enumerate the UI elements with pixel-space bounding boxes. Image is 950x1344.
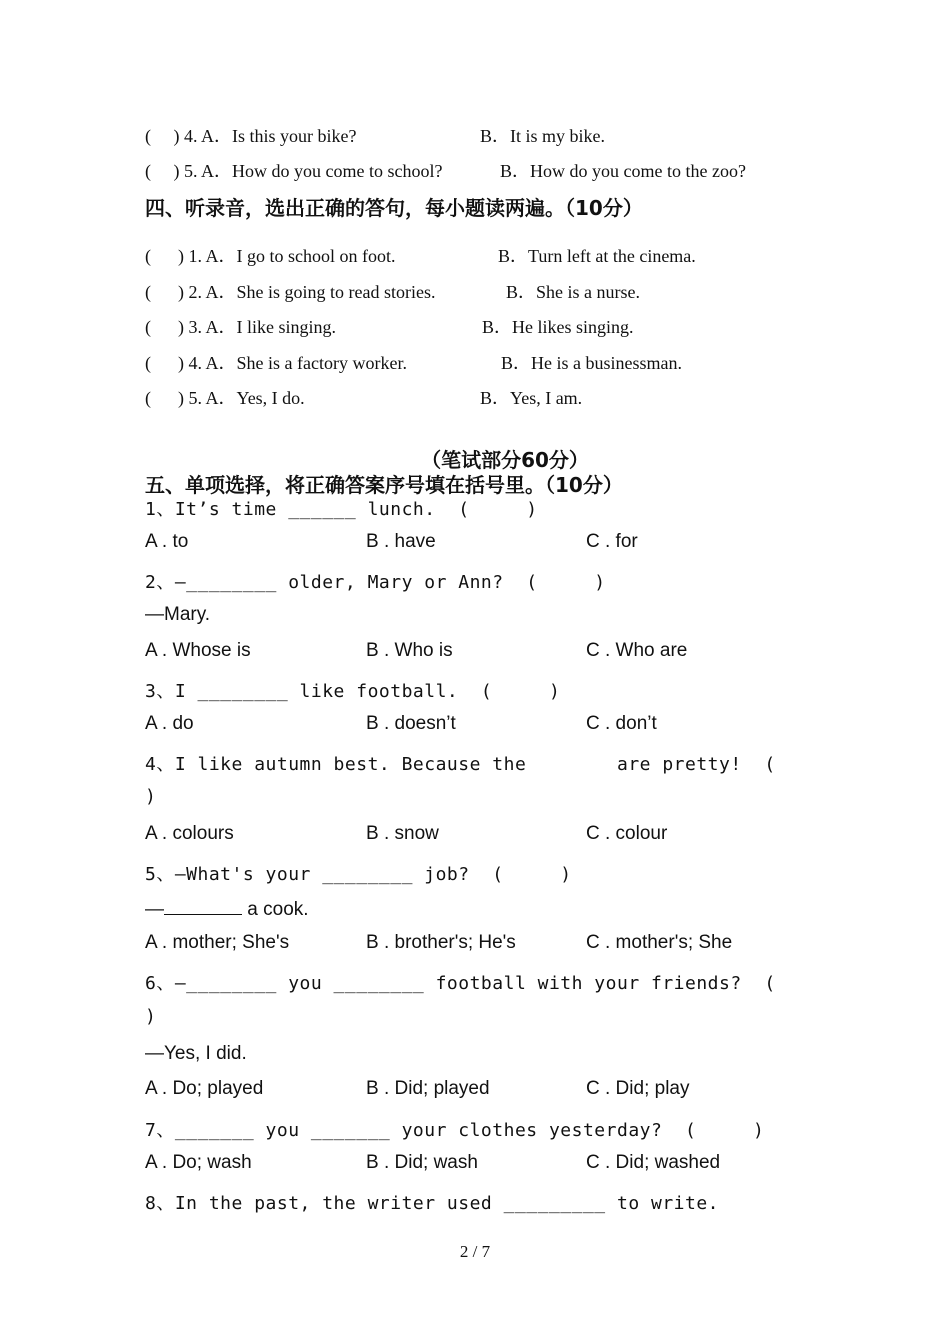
question-stem: 2、—________ older, Mary or Ann? ( ) bbox=[145, 572, 606, 593]
question-stem: 4、I like autumn best. Because the are pretty! ( bbox=[145, 754, 776, 775]
section-heading: 五、单项选择，将正确答案序号填在括号里。（10分） bbox=[145, 473, 623, 497]
option-b: B．She is a nurse. bbox=[506, 282, 640, 302]
item-prefix: ( ) 4. A．Is this your bike? bbox=[145, 126, 357, 146]
option-b: B．Yes, I am. bbox=[480, 388, 583, 408]
item-prefix: ( ) 2. A．She is going to read stories. bbox=[145, 282, 436, 302]
option-b: B . have bbox=[366, 531, 436, 552]
answer-reply: —Mary. bbox=[145, 604, 211, 625]
question-stem: 5、—What's your ________ job? ( ) bbox=[145, 864, 572, 885]
options-row bbox=[145, 713, 845, 739]
option-b: B . Did; played bbox=[366, 1078, 490, 1099]
option-a: A . to bbox=[145, 531, 189, 552]
option-a: A . Do; wash bbox=[145, 1152, 252, 1173]
option-a: A . colours bbox=[145, 823, 234, 844]
option-b: B．He likes singing. bbox=[482, 317, 634, 337]
answer-blank bbox=[164, 896, 242, 915]
option-b: B . brother's; He's bbox=[366, 932, 516, 953]
question-stem-continued: ) bbox=[145, 1006, 157, 1027]
answer-reply bbox=[145, 896, 309, 921]
option-c: C . mother's; She bbox=[586, 932, 733, 953]
option-c: C . colour bbox=[586, 823, 668, 844]
question-stem: 7、_______ you _______ your clothes yesterday? ( ) bbox=[145, 1120, 765, 1141]
option-c: C . don’t bbox=[586, 713, 657, 734]
option-b: B . Did; wash bbox=[366, 1152, 478, 1173]
option-c: C . Did; play bbox=[586, 1078, 690, 1099]
question-stem: 3、I ________ like football. ( ) bbox=[145, 681, 561, 702]
option-a: A . Do; played bbox=[145, 1078, 264, 1099]
option-b: B．It is my bike. bbox=[480, 126, 605, 146]
option-c: C . for bbox=[586, 531, 638, 552]
written-part-title: （笔试部分60分） bbox=[421, 448, 589, 472]
option-b: B . Who is bbox=[366, 640, 453, 661]
option-a: A . Whose is bbox=[145, 640, 251, 661]
option-b: B . snow bbox=[366, 823, 439, 844]
option-b: B．He is a businessman. bbox=[501, 353, 682, 373]
page-number: 2 / 7 bbox=[459, 1242, 491, 1261]
item-prefix: ( ) 1. A．I go to school on foot. bbox=[145, 246, 396, 266]
reply-dash: — bbox=[145, 899, 164, 920]
question-stem: 6、—________ you ________ football with your friends? ( bbox=[145, 973, 776, 994]
reply-text: a cook. bbox=[242, 899, 309, 920]
option-b: B．How do you come to the zoo? bbox=[500, 161, 746, 181]
options-row bbox=[145, 932, 845, 958]
item-prefix: ( ) 4. A．She is a factory worker. bbox=[145, 353, 407, 373]
item-prefix: ( ) 5. A．Yes, I do. bbox=[145, 388, 305, 408]
section-heading: 四、听录音，选出正确的答句，每小题读两遍。（10分） bbox=[145, 196, 643, 220]
options-row bbox=[145, 823, 845, 849]
answer-reply: —Yes, I did. bbox=[145, 1043, 247, 1064]
option-c: C . Did; washed bbox=[586, 1152, 721, 1173]
option-a: A . mother; She's bbox=[145, 932, 290, 953]
question-stem: 1、It’s time ______ lunch. ( ) bbox=[145, 499, 538, 520]
option-b: B．Turn left at the cinema. bbox=[498, 246, 696, 266]
item-prefix: ( ) 3. A．I like singing. bbox=[145, 317, 336, 337]
question-stem: 8、In the past, the writer used _________ to write. bbox=[145, 1193, 720, 1214]
item-prefix: ( ) 5. A．How do you come to school? bbox=[145, 161, 443, 181]
question-stem-continued: ) bbox=[145, 786, 157, 807]
options-row bbox=[145, 1078, 845, 1104]
option-c: C . Who are bbox=[586, 640, 688, 661]
options-row bbox=[145, 1152, 845, 1178]
option-b: B . doesn’t bbox=[366, 713, 456, 734]
options-row bbox=[145, 531, 845, 557]
options-row bbox=[145, 640, 845, 666]
option-a: A . do bbox=[145, 713, 194, 734]
